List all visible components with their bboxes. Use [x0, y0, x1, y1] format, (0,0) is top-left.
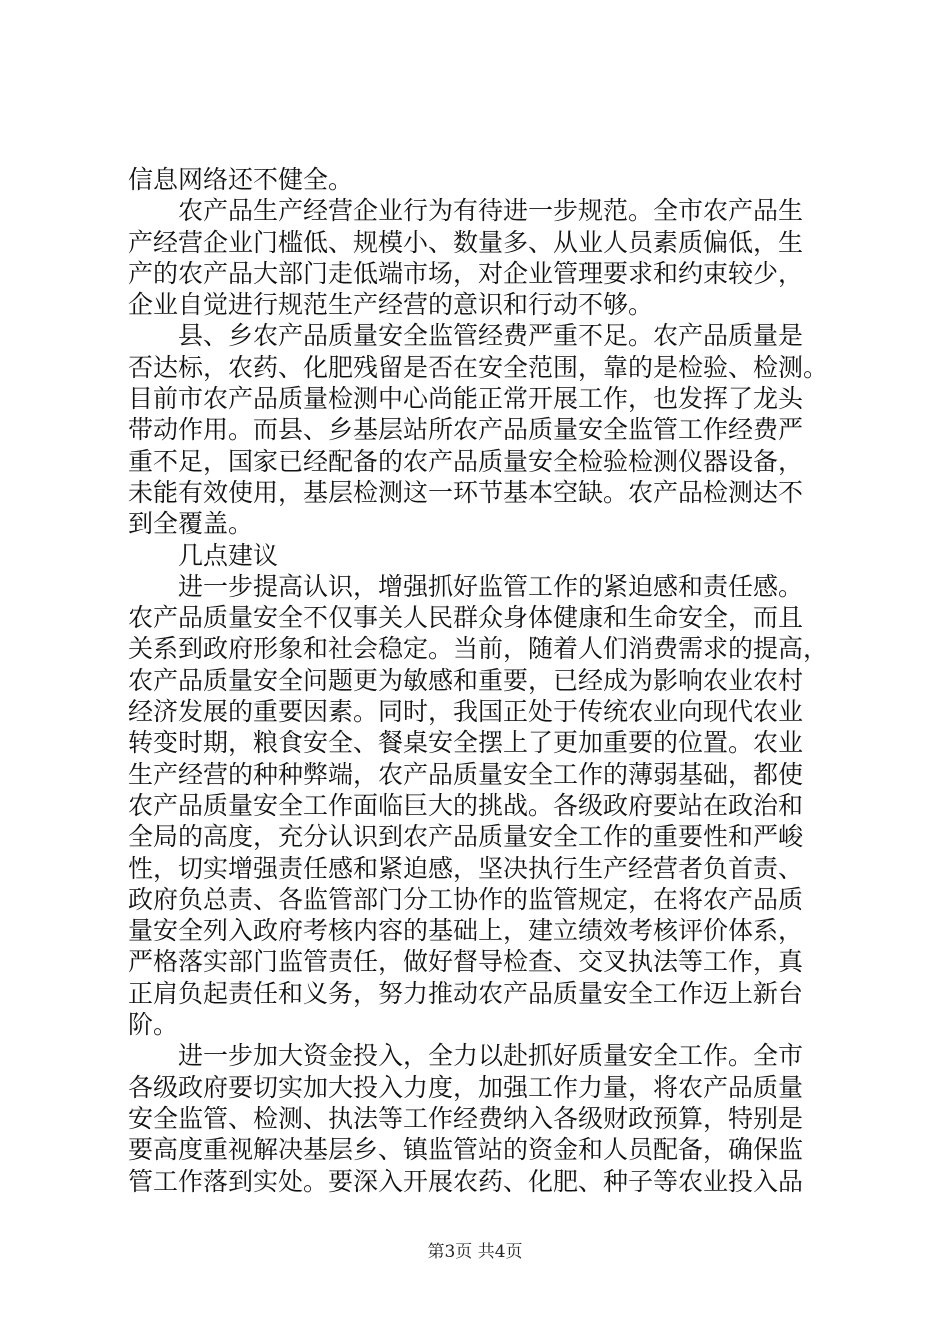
text-line: 目前市农产品质量检测中心尚能正常开展工作，也发挥了龙头 — [128, 384, 804, 414]
text-line: 量安全列入政府考核内容的基础上，建立绩效考核评价体系， — [128, 916, 804, 946]
text-line: 否达标，农药、化肥残留是否在安全范围，靠的是检验、检测。 — [128, 352, 829, 382]
text-line: 管工作落到实处。要深入开展农药、化肥、种子等农业投入品 — [128, 1166, 804, 1196]
text-line: 生产经营的种种弊端，农产品质量安全工作的薄弱基础，都使 — [128, 759, 804, 789]
text-line: 农产品质量安全工作面临巨大的挑战。各级政府要站在政治和 — [128, 790, 804, 820]
text-line: 转变时期，粮食安全、餐桌安全摆上了更加重要的位置。农业 — [128, 728, 804, 758]
text-line: 产经营企业门槛低、规模小、数量多、从业人员素质偏低，生 — [128, 227, 804, 257]
text-line: 农产品质量安全问题更为敏感和重要，已经成为影响农业农村 — [128, 665, 804, 695]
text-line: 安全监管、检测、执法等工作经费纳入各级财政预算，特别是 — [128, 1103, 804, 1133]
text-line: 未能有效使用，基层检测这一环节基本空缺。农产品检测达不 — [128, 477, 804, 507]
text-line: 经济发展的重要因素。同时，我国正处于传统农业向现代农业 — [128, 697, 804, 727]
text-line: 县、乡农产品质量安全监管经费严重不足。农产品质量是 — [178, 321, 804, 351]
text-line: 关系到政府形象和社会稳定。当前，随着人们消费需求的提高， — [128, 634, 829, 664]
text-line: 农产品生产经营企业行为有待进一步规范。全市农产品生 — [178, 196, 804, 226]
text-line: 进一步提高认识，增强抓好监管工作的紧迫感和责任感。 — [178, 571, 804, 601]
text-line: 正肩负起责任和义务，努力推动农产品质量安全工作迈上新台 — [128, 978, 804, 1008]
text-line: 几点建议 — [178, 540, 279, 570]
text-line: 严格落实部门监管责任，做好督导检查、交叉执法等工作，真 — [128, 947, 804, 977]
text-line: 各级政府要切实加大投入力度，加强工作力量，将农产品质量 — [128, 1072, 804, 1102]
text-line: 产的农产品大部门走低端市场，对企业管理要求和约束较少， — [128, 258, 804, 288]
text-line: 重不足，国家已经配备的农产品质量安全检验检测仪器设备， — [128, 446, 804, 476]
text-line: 性，切实增强责任感和紧迫感，坚决执行生产经营者负首责、 — [128, 853, 804, 883]
text-line: 阶。 — [128, 1010, 179, 1040]
text-line: 农产品质量安全不仅事关人民群众身体健康和生命安全，而且 — [128, 603, 804, 633]
text-line: 到全覆盖。 — [128, 509, 254, 539]
text-line: 进一步加大资金投入，全力以赴抓好质量安全工作。全市 — [178, 1041, 804, 1071]
document-body — [128, 164, 832, 1197]
text-line: 企业自觉进行规范生产经营的意识和行动不够。 — [128, 290, 654, 320]
page-footer: 第3页 共4页 — [427, 1242, 523, 1262]
text-line: 要高度重视解决基层乡、镇监管站的资金和人员配备，确保监 — [128, 1135, 804, 1165]
text-line: 信息网络还不健全。 — [128, 165, 354, 194]
text-line: 全局的高度，充分认识到农产品质量安全工作的重要性和严峻 — [128, 822, 804, 852]
text-line: 政府负总责、各监管部门分工协作的监管规定，在将农产品质 — [128, 884, 804, 914]
text-line: 带动作用。而县、乡基层站所农产品质量安全监管工作经费严 — [128, 415, 804, 445]
